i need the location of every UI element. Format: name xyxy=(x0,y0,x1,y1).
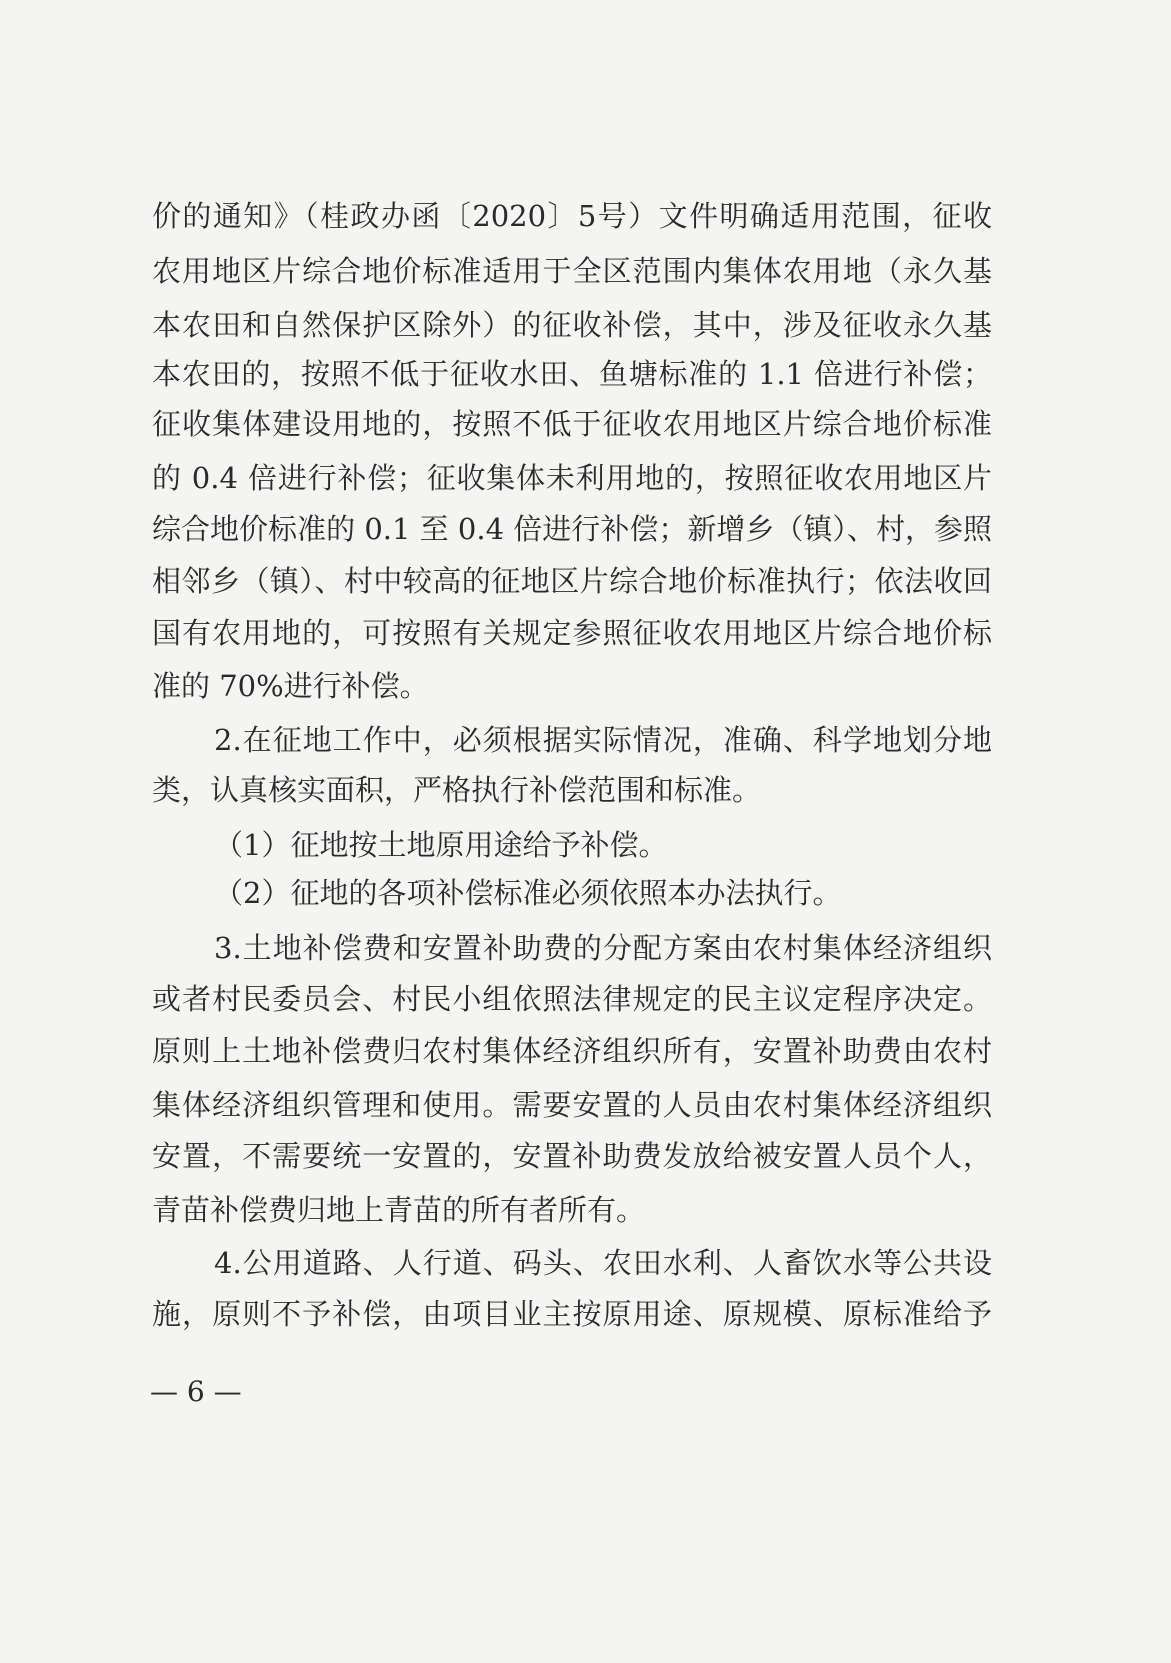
body-text-line: 类，认真核实面积，严格执行补偿范围和标准。 xyxy=(152,773,762,807)
body-text-line: 施，原则不予补偿，由项目业主按原用途、原规模、原标准给予 xyxy=(152,1297,992,1331)
body-text-line: 原则上土地补偿费归农村集体经济组织所有，安置补助费由农村 xyxy=(152,1034,992,1068)
list-item-2: （2）征地的各项补偿标准必须依照本办法执行。 xyxy=(214,876,842,910)
page-number: — 6 — xyxy=(150,1375,242,1408)
body-text-line: 征收集体建设用地的，按照不低于征收农用地区片综合地价标准 xyxy=(152,407,992,441)
body-text-line: 或者村民委员会、村民小组依照法律规定的民主议定程序决定。 xyxy=(152,982,992,1016)
body-text-line: 集体经济组织管理和使用。需要安置的人员由农村集体经济组织 xyxy=(152,1088,992,1122)
body-text-line: 本农田的，按照不低于征收水田、鱼塘标准的 1.1 倍进行补偿； xyxy=(152,357,992,391)
body-text-line: 农用地区片综合地价标准适用于全区范围内集体农用地（永久基 xyxy=(152,254,992,288)
body-text-line: 综合地价标准的 0.1 至 0.4 倍进行补偿；新增乡（镇）、村，参照 xyxy=(152,512,992,546)
body-text-line: 青苗补偿费归地上青苗的所有者所有。 xyxy=(152,1193,646,1227)
body-text-line: 本农田和自然保护区除外）的征收补偿，其中，涉及征收永久基 xyxy=(152,308,992,342)
body-text-line: 国有农用地的，可按照有关规定参照征收农用地区片综合地价标 xyxy=(152,616,992,650)
paragraph-3-first-line: 3.土地补偿费和安置补助费的分配方案由农村集体经济组织 xyxy=(214,931,992,965)
paragraph-2-first-line: 2.在征地工作中，必须根据实际情况，准确、科学地划分地 xyxy=(214,723,992,757)
body-text-line: 相邻乡（镇）、村中较高的征地区片综合地价标准执行；依法收回 xyxy=(152,564,992,598)
body-text-line: 安置，不需要统一安置的，安置补助费发放给被安置人员个人， xyxy=(152,1139,992,1173)
body-text-line: 的 0.4 倍进行补偿；征收集体未利用地的，按照征收农用地区片 xyxy=(152,461,992,495)
list-item-1: （1）征地按土地原用途给予补偿。 xyxy=(214,828,668,862)
body-text-line: 准的 70%进行补偿。 xyxy=(152,669,429,703)
paragraph-4-first-line: 4.公用道路、人行道、码头、农田水利、人畜饮水等公共设 xyxy=(214,1246,992,1280)
body-text-line: 价的通知》（桂政办函〔2020〕5号）文件明确适用范围，征收 xyxy=(152,199,992,233)
